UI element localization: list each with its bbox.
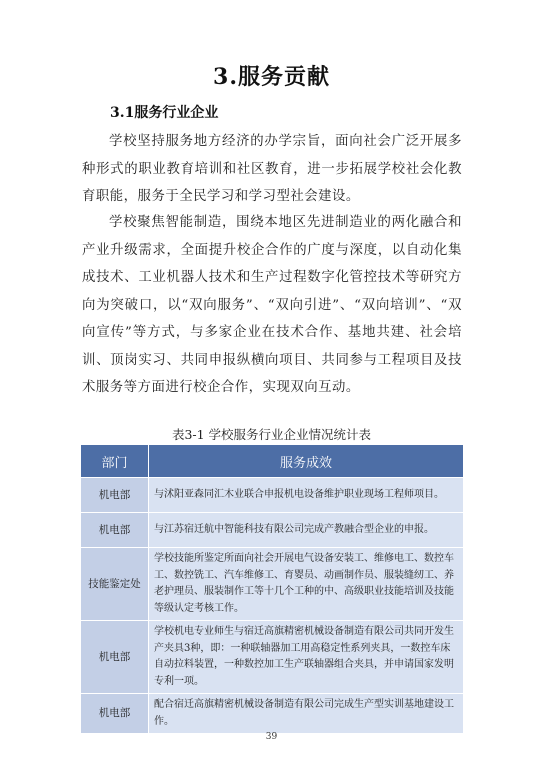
cell-dept: 技能鉴定处 [81, 548, 149, 621]
table-caption: 表3-1 学校服务行业企业情况统计表 [171, 427, 372, 442]
cell-dept: 机电部 [81, 478, 149, 513]
header-dept: 部门 [81, 445, 149, 478]
cell-result: 学校技能所鉴定所面向社会开展电气设备安装工、维修电工、数控车工、数控铣工、汽车维修工、育婴员、动画制作员、服装缝纫工、养老护理员、服装制作工等十几个工种的中、高级职业技能培训及技能等级认定考核工作。 [149, 548, 464, 621]
cell-dept: 机电部 [81, 513, 149, 548]
table-row [81, 621, 464, 694]
table-header-row [81, 445, 464, 478]
page-number: 39 [265, 732, 278, 742]
cell-dept: 机电部 [81, 621, 149, 694]
table-row [81, 548, 464, 621]
cell-result: 学校机电专业师生与宿迁高旗精密机械设备制造有限公司共同开发生产夹具3种，即：一种联轴器加工用高稳定性系列夹具，一数控车床自动拉料装置，一种数控加工生产联轴器组合夹具，并申请国家发明专利一项。 [149, 621, 464, 694]
cell-result: 与沭阳亚森同汇木业联合申报机电设备维护职业现场工程师项目。 [149, 478, 464, 513]
subsection-title: 3.1服务行业企业 [110, 105, 219, 121]
table-row [81, 478, 464, 513]
service-stats-table [80, 444, 464, 734]
table-row [81, 513, 464, 548]
header-result: 服务成效 [149, 445, 464, 478]
table-row [81, 694, 464, 734]
section-title: 3.服务贡献 [213, 64, 330, 90]
paragraph-1: 学校坚持服务地方经济的办学宗旨，面向社会广泛开展多种形式的职业教育培训和社区教育，进一步拓展学校社会化教育职能，服务于全民学习和学习型社会建设。 [82, 134, 462, 204]
cell-dept: 机电部 [81, 694, 149, 734]
cell-result: 与江苏宿迁航中智能科技有限公司完成产教融合型企业的申报。 [149, 513, 464, 548]
paragraph-2: 学校聚焦智能制造，围绕本地区先进制造业的两化融合和产业升级需求，全面提升校企合作的广度与深度，以自动化集成技术、工业机器人技术和生产过程数字化管控技术等研究方向为突破口，以“双向服务”、“双向引进”、“双向培训”、“双向宣传”等方式，与多家企业在技术合作、基地共建、社会培训、顶岗实习、共同申报纵横向项目、共同参与工程项目及技术服务等方面进行校企合作，实现双向互动。 [82, 215, 462, 395]
cell-result: 配合宿迁高旗精密机械设备制造有限公司完成生产型实训基地建设工作。 [149, 694, 464, 734]
